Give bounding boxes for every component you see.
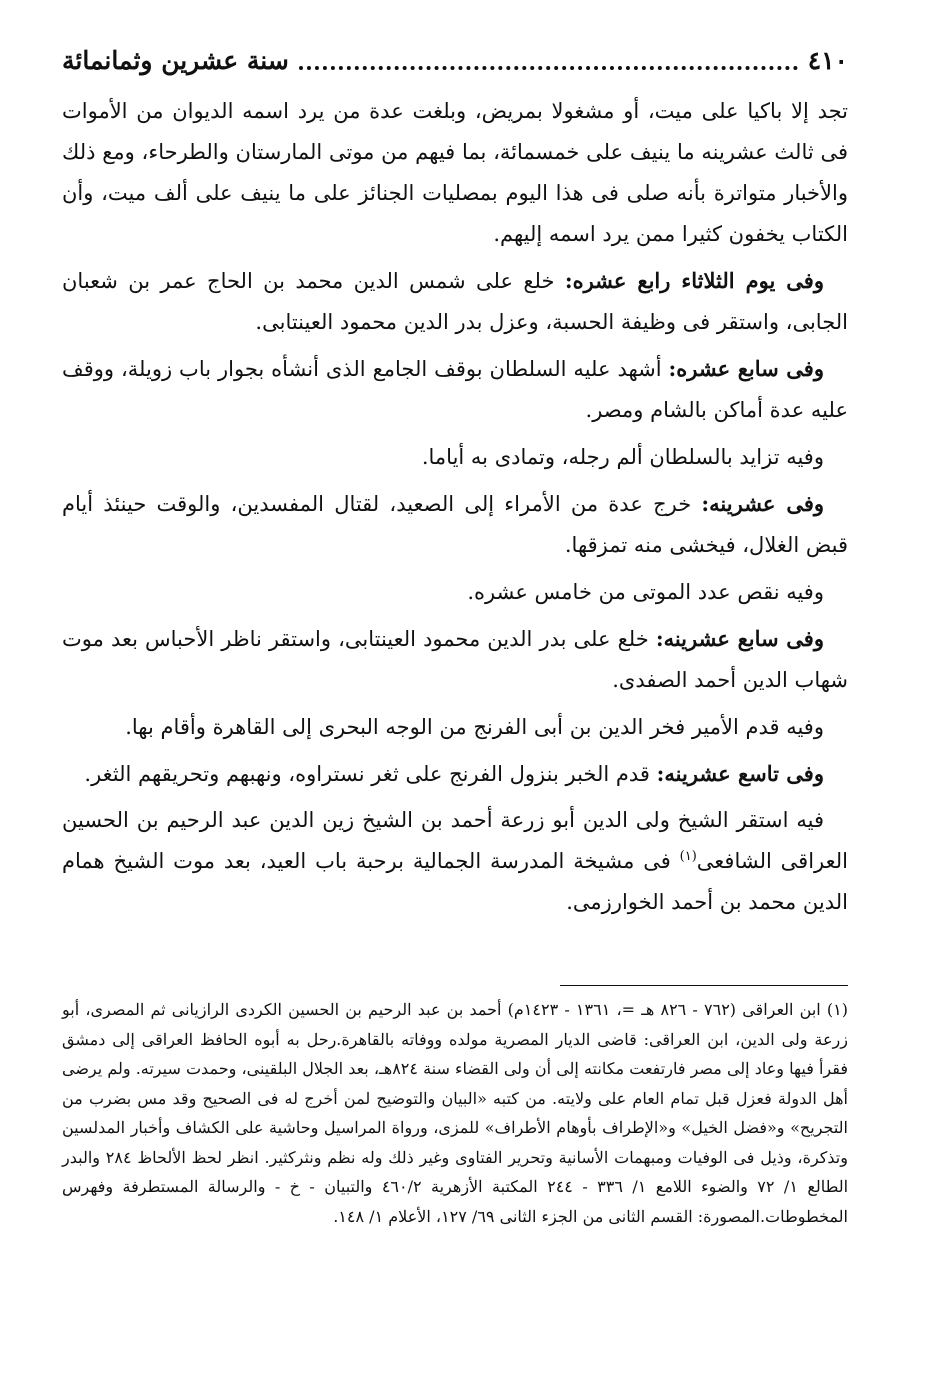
main-text xyxy=(62,90,848,928)
page-number: ٤١٠ xyxy=(807,45,848,75)
paragraph-text: خرج عدة من الأمراء إلى الصعيد، لقتال المفسدين، والوقت حينئذ أيام قبض الغلال، فيخشى منه تمزقها. xyxy=(62,492,848,557)
paragraph xyxy=(62,571,848,613)
paragraph-lead: وفى عشرينه: xyxy=(701,491,824,516)
paragraph xyxy=(62,348,848,431)
paragraph-text: وفيه تزايد بالسلطان ألم رجله، وتمادى به أياما. xyxy=(421,445,824,469)
paragraph-lead: وفى سابع عشرينه: xyxy=(655,626,824,651)
paragraph-lead: وفى سابع عشره: xyxy=(668,356,824,381)
paragraph-text: فيه استقر الشيخ ولى الدين أبو زرعة أحمد بن الشيخ زين الدين عبد الرحيم بن الحسين العراقى الشافعى xyxy=(62,808,848,873)
paragraph xyxy=(62,260,848,343)
paragraph xyxy=(62,90,848,255)
paragraph-text: خلع على بدر الدين محمود العينتابى، واستقر ناظر الأحباس بعد موت شهاب الدين أحمد الصفدى. xyxy=(62,627,848,692)
paragraph xyxy=(62,436,848,478)
paragraph xyxy=(62,706,848,748)
paragraph xyxy=(62,618,848,701)
header-dot-leader xyxy=(299,62,798,70)
paragraph xyxy=(62,483,848,566)
paragraph-text: تجد إلا باكيا على ميت، أو مشغولا بمريض، وبلغت عدة من يرد اسمه الديوان من الأموات فى ثالث عشرينه ما ينيف على خمسمائة، بما فيهم من موتى المارستان والطرحاء، ومع ذلك والأخبار متواترة بأنه صلى فى هذا اليوم بمصليات الجنائز على ما ينيف على ألف ميت، وأن الكتاب يخفون كثيرا ممن يرد اسمه إليهم. xyxy=(62,99,848,246)
paragraph xyxy=(62,800,848,923)
footnote: (١) ابن العراقى (٧٦٢ - ٨٢٦ هـ =، ١٣٦١ - ١٤٢٣م) أحمد بن عبد الرحيم بن الحسين الكردى الرازيانى ثم المصرى، أبو زرعة ولى الدين، ابن العراقى: قاضى الديار المصرية مولده ووفاته بالقاهرة.رحل به أبوه الحافظ العراقى إلى دمشق فقرأ فيها وعاد إلى مصر فارتفعت مكانته إلى أن ولى القضاء سنة ٨٢٤هـ، بعد الجلال البلقينى، وحمدت سيرته. ولم يرضى أهل الدولة فعزل قبل تمام العام على ولايته. من كتبه «البيان والتوضيح لمن أخرج له فى الصحيح وقد مس بضرب من التجريح» و«فضل الخيل» و«الإطراف بأوهام الأطراف» للمزى، ورواة المراسيل وحاشية على الكشاف وأخبار المدلسين وتذكرة، وذيل فى الوفيات ومبهمات الأسانية وتحرير الفتاوى وغير ذلك وله نظم ونثركثير. انظر لحظ الألحاظ ٢٨٤ والبدر الطالع ١/ ٧٢ والضوء اللامع ١/ ٣٣٦ - ٢٤٤ المكتبة الأزهرية ٤٦٠/٢ والتبيان - خ - والرسالة المستطرفة وفهرس المخطوطات.المصورة: القسم الثانى من الجزء الثانى ٦٩/ ١٢٧، الأعلام ١/ ١٤٨. xyxy=(62,1000,849,1226)
paragraph-text: وفيه نقص عدد الموتى من خامس عشره. xyxy=(467,580,824,604)
paragraph-text: وفيه قدم الأمير فخر الدين بن أبى الفرنج من الوجه البحرى إلى القاهرة وأقام بها. xyxy=(125,715,824,739)
paragraph-lead: وفى يوم الثلاثاء رابع عشره: xyxy=(564,268,824,293)
paragraph-text: أشهد عليه السلطان بوقف الجامع الذى أنشأه بجوار باب زويلة، ووقف عليه عدة أماكن بالشام ومصر. xyxy=(62,357,848,422)
paragraph xyxy=(62,753,848,795)
paragraph-text: خلع على شمس الدين محمد بن الحاج عمر بن شعبان الجابى، واستقر فى وظيفة الحسبة، وعزل بدر الدين محمود العينتابى. xyxy=(62,269,848,334)
paragraph-text: فى مشيخة المدرسة الجمالية برحبة باب العيد، بعد موت الشيخ همام الدين محمد بن أحمد الخوارزمى. xyxy=(62,849,848,914)
running-header xyxy=(62,40,848,80)
footnote-separator xyxy=(560,985,848,986)
paragraph-text: قدم الخبر بنزول الفرنج على ثغر نستراوه، ونهبهم وتحريقهم الثغر. xyxy=(84,762,657,786)
footnotes xyxy=(62,995,848,1231)
running-title: سنة عشرين وثمانمائة xyxy=(62,45,289,75)
footnote-reference: (١) xyxy=(679,849,697,864)
paragraph-lead: وفى تاسع عشرينه: xyxy=(656,761,824,786)
